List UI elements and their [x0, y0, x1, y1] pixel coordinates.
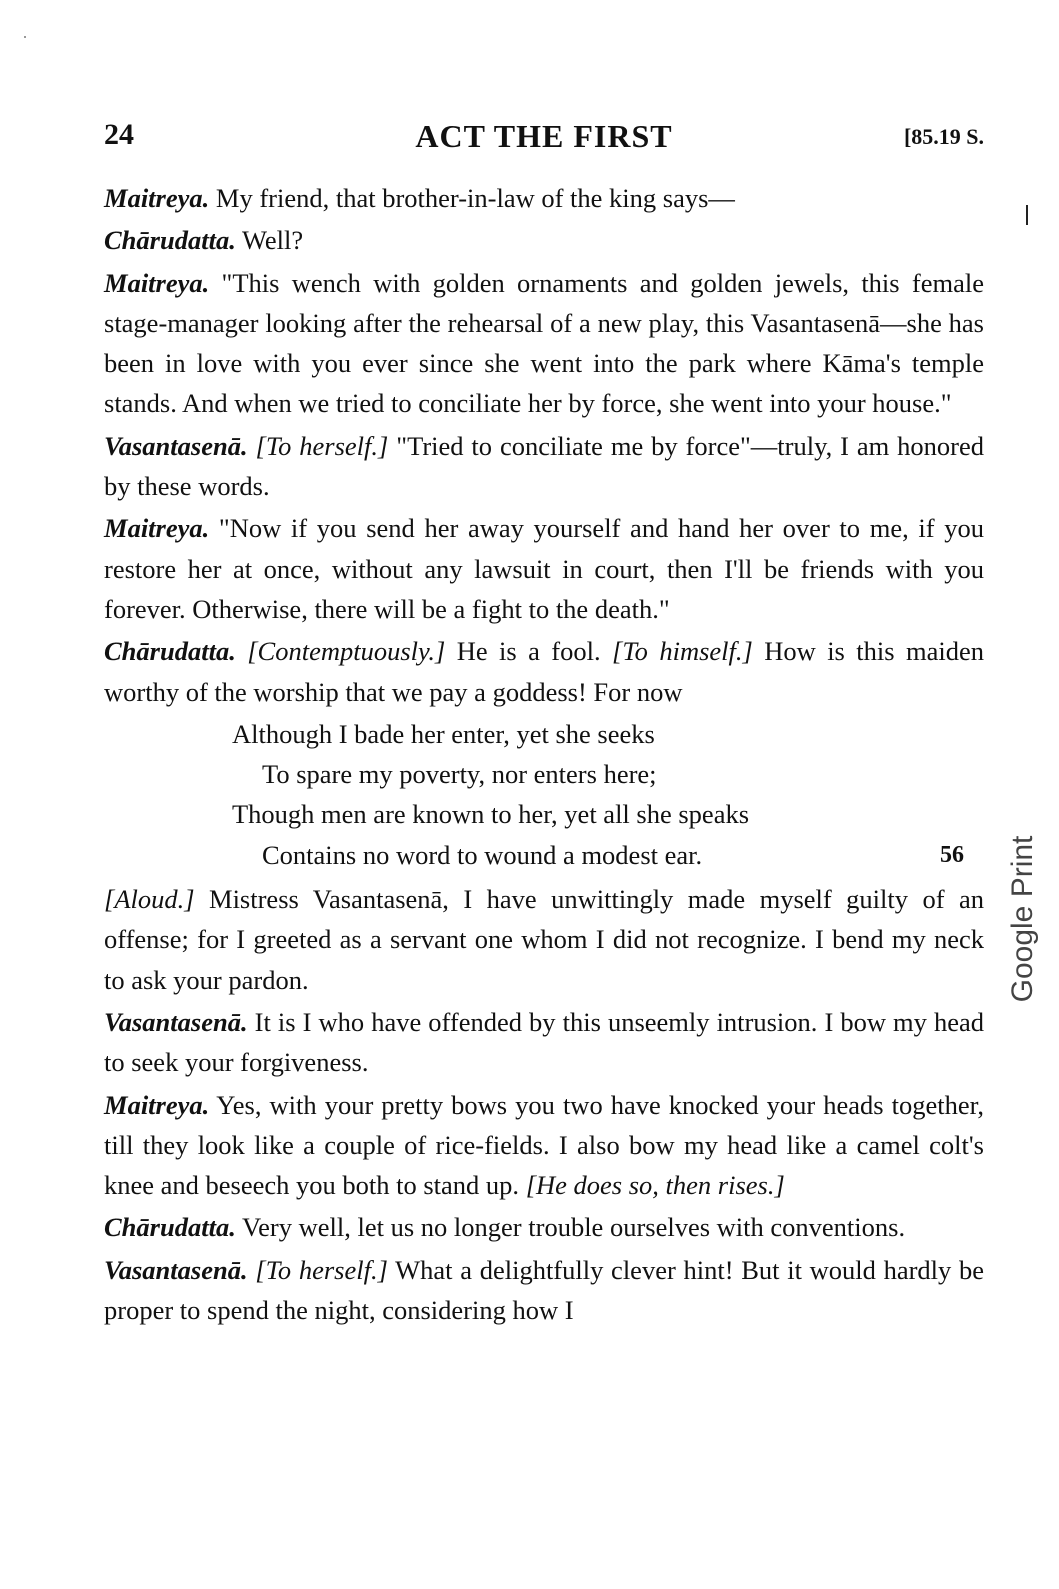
speaker-name: Vasantasenā.	[104, 430, 248, 461]
dialogue-text: "This wench with golden ornaments and golden jewels, this female stage-manager looking after the rehearsal of a new play, this Vasantasenā—she has been in love with you ever since she went into the park where Kāma's temple stands. And when we tried to conciliate her by force, she went into your house."	[104, 267, 984, 419]
speaker-name: Maitreya.	[104, 1089, 210, 1120]
dialogue-text: What a delightfully clever hint! But it would hardly be proper to spend the night, considering how I	[104, 1254, 984, 1326]
dialogue-paragraph	[104, 1085, 984, 1206]
dialogue-text: He is a fool.	[445, 636, 601, 667]
dialogue-text: "Now if you send her away yourself and hand her over to me, if you restore her at once, without any lawsuit in court, then I'll be friends with you forever. Otherwise, there will be a fight to the death."	[104, 513, 984, 624]
speaker-name: Vasantasenā.	[104, 1254, 248, 1285]
verse-stanza	[104, 714, 984, 875]
google-print-watermark	[1003, 804, 1043, 1034]
verse-line: Contains no word to wound a modest ear.	[262, 839, 703, 870]
dialogue-paragraph	[104, 426, 984, 507]
stage-direction: [He does so, then rises.]	[519, 1170, 785, 1201]
stage-direction: [To herself.]	[247, 1254, 388, 1285]
dialogue-paragraph	[104, 1002, 984, 1083]
page-body	[104, 178, 984, 1332]
page-number: 24	[104, 118, 134, 151]
page-header	[104, 118, 984, 158]
verse-number: 56	[940, 841, 964, 868]
dialogue-paragraph	[104, 508, 984, 629]
speaker-name: Maitreya.	[104, 513, 210, 544]
scan-speck	[24, 36, 26, 38]
dialogue-paragraph	[104, 263, 984, 424]
dialogue-paragraph	[104, 220, 984, 260]
stage-direction: [To himself.]	[600, 636, 753, 667]
speaker-name: Vasantasenā.	[104, 1006, 248, 1037]
verse-line: Though men are known to her, yet all she speaks	[232, 799, 750, 830]
dialogue-text: Well?	[235, 225, 304, 256]
dialogue-text: Very well, let us no longer trouble ourselves with conventions.	[235, 1212, 906, 1243]
speaker-name: Chārudatta.	[104, 1212, 236, 1243]
dialogue-text: "Tried to conciliate me by force"—truly, I am honored by these words.	[104, 430, 984, 502]
dialogue-text: How is this maiden worthy of the worship that we pay a goddess! For now	[104, 636, 984, 707]
dialogue-paragraph	[104, 879, 984, 1000]
speaker-name: Maitreya.	[104, 267, 210, 298]
running-title: ACT THE FIRST	[415, 118, 673, 154]
verse-line: To spare my poverty, nor enters here;	[262, 759, 657, 790]
watermark-text: Google Print	[1006, 835, 1039, 1003]
dialogue-paragraph	[104, 1250, 984, 1331]
section-reference: [85.19 S.	[903, 124, 984, 149]
speaker-name: Maitreya.	[104, 183, 210, 213]
dialogue-text: It is I who have offended by this unseemly intrusion. I bow my head to seek your forgiveness.	[104, 1006, 984, 1078]
stage-direction: [Aloud.]	[104, 884, 195, 915]
stage-direction: [Contemptuously.]	[235, 636, 446, 667]
dialogue-paragraph	[104, 178, 984, 218]
speaker-name: Chārudatta.	[104, 636, 236, 667]
verse-line: Although I bade her enter, yet she seeks	[232, 718, 655, 749]
dialogue-text: Yes, with your pretty bows you two have knocked your heads together, till they look like a couple of rice-fields. I also bow my head like a camel colt's knee and beseech you both to stand up.	[104, 1089, 984, 1201]
dialogue-paragraph	[104, 631, 984, 712]
dialogue-text: My friend, that brother-in-law of the king says—	[209, 183, 735, 213]
dialogue-text: Mistress Vasantasenā, I have unwittingly made myself guilty of an offense; for I greeted as a servant one whom I did not recognize. I bend my neck to ask your pardon.	[104, 884, 984, 995]
speaker-name: Chārudatta.	[104, 225, 236, 256]
stage-direction: [To herself.]	[247, 430, 389, 461]
margin-mark	[1026, 205, 1028, 225]
dialogue-paragraph	[104, 1207, 984, 1247]
